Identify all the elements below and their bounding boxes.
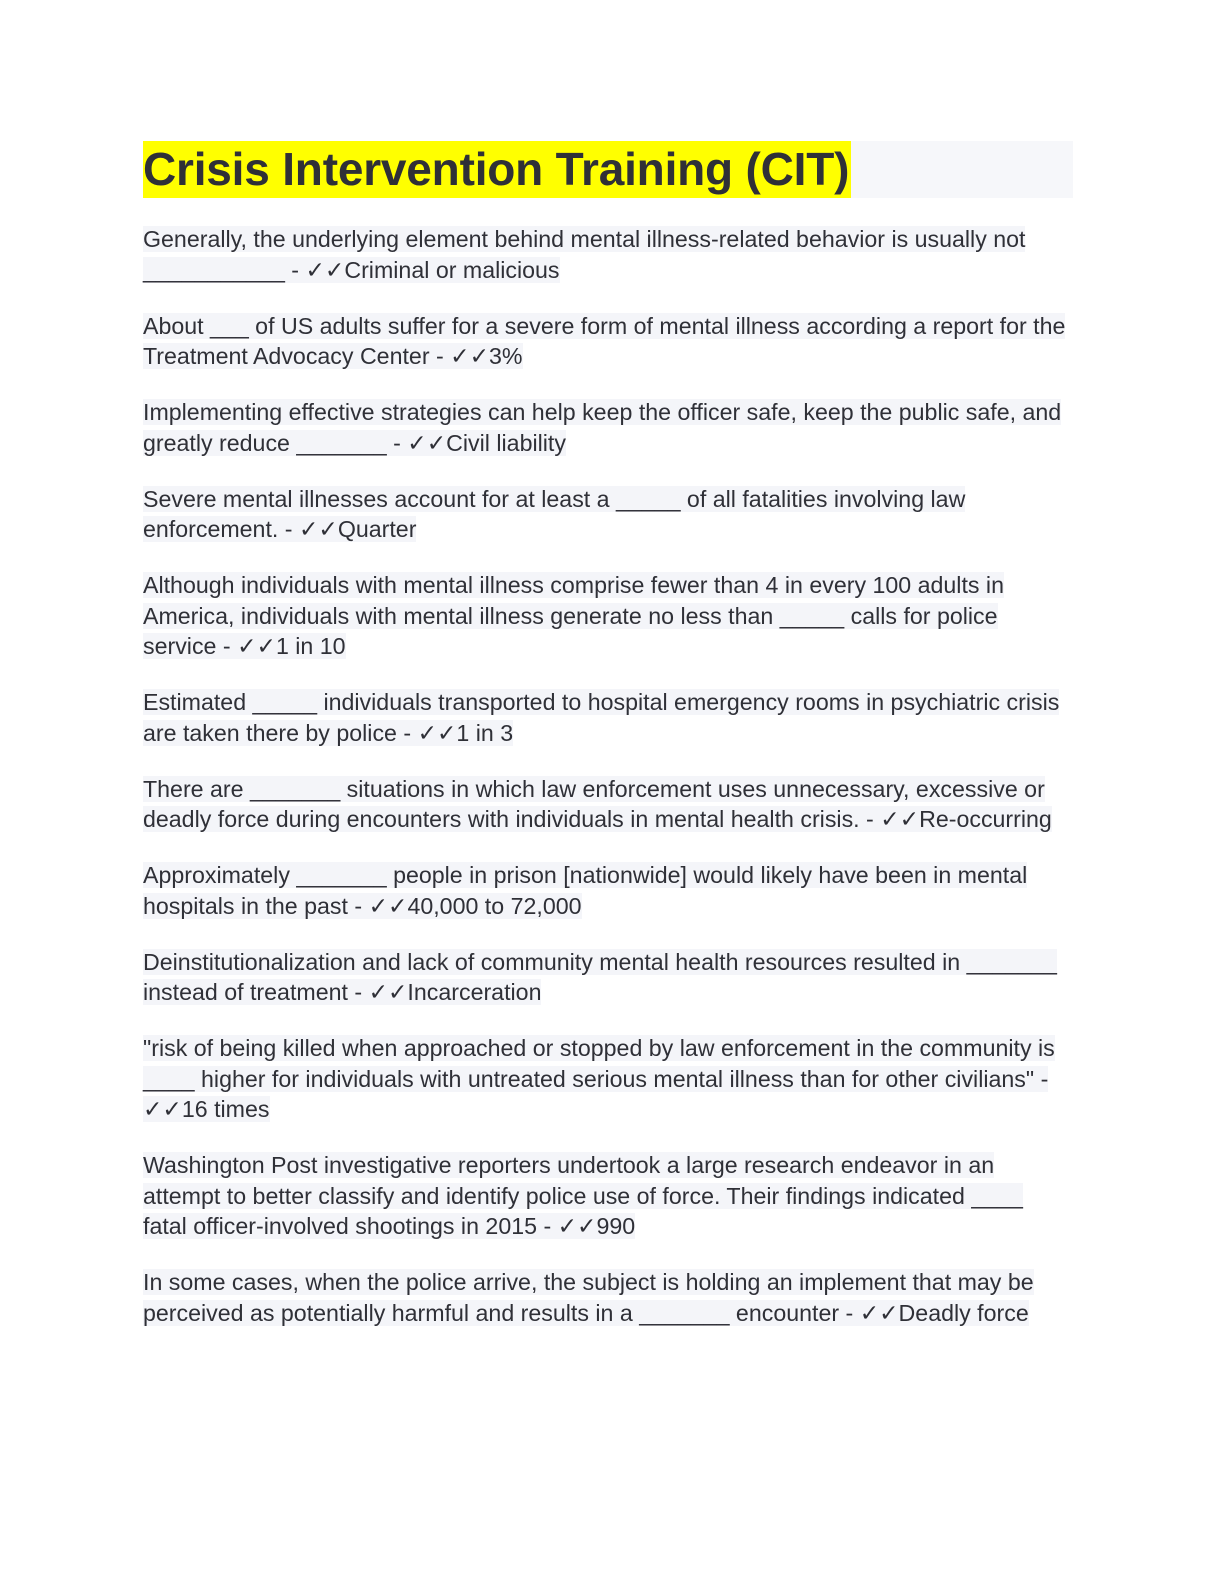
qa-question: Severe mental illnesses account for at least a _____ of all fatalities involving law enforcement. - xyxy=(143,485,966,542)
qa-item xyxy=(143,1033,1073,1125)
check-icon: ✓✓ xyxy=(407,429,447,456)
qa-item xyxy=(143,947,1073,1008)
qa-question: "risk of being killed when approached or stopped by law enforcement in the community is ____ higher for individuals with untreated serious mental illness than for other civilians" - xyxy=(143,1035,1055,1092)
qa-question: Deinstitutionalization and lack of community mental health resources resulted in _______ instead of treatment - xyxy=(143,948,1057,1005)
check-icon: ✓✓ xyxy=(557,1213,597,1239)
qa-question: Approximately _______ people in prison [nationwide] would likely have been in mental hospitals in the past - xyxy=(143,862,1028,919)
qa-item xyxy=(143,1267,1073,1328)
qa-item xyxy=(143,570,1073,662)
qa-item xyxy=(143,774,1073,835)
qa-question: Washington Post investigative reporters undertook a large research endeavor in an attempt to better classify and identify police use of force. Their findings indicated ____ fatal officer-involved shootings in 2015 - xyxy=(143,1152,1023,1239)
qa-item xyxy=(143,224,1073,285)
check-icon: ✓✓ xyxy=(143,1096,182,1122)
check-icon: ✓✓ xyxy=(298,516,338,542)
qa-answer: 16 times xyxy=(181,1096,270,1122)
qa-answer: Quarter xyxy=(337,516,417,542)
qa-list xyxy=(143,224,1073,1328)
qa-answer: Criminal or malicious xyxy=(344,256,560,283)
check-icon: ✓✓ xyxy=(450,343,490,369)
qa-answer: 990 xyxy=(596,1213,636,1239)
check-icon: ✓✓ xyxy=(368,892,408,919)
check-icon: ✓✓ xyxy=(859,1299,899,1326)
check-icon: ✓✓ xyxy=(305,256,345,283)
qa-item xyxy=(143,687,1073,748)
page-title: Crisis Intervention Training (CIT) xyxy=(143,141,851,198)
title-bar xyxy=(143,141,1073,198)
qa-item xyxy=(143,484,1073,545)
check-icon: ✓✓ xyxy=(368,979,408,1005)
qa-question: About ___ of US adults suffer for a severe form of mental illness according a report for the Treatment Advocacy Center - xyxy=(143,312,1066,369)
check-icon: ✓✓ xyxy=(880,806,920,832)
qa-answer: 1 in 10 xyxy=(275,633,346,659)
qa-answer: 40,000 to 72,000 xyxy=(407,892,582,919)
qa-item xyxy=(143,397,1073,458)
qa-answer: 1 in 3 xyxy=(456,719,514,746)
qa-answer: Deadly force xyxy=(898,1299,1029,1326)
qa-question: There are _______ situations in which law enforcement uses unnecessary, excessive or deadly force during encounters with individuals in mental health crisis. - xyxy=(143,775,1045,832)
qa-question: Generally, the underlying element behind mental illness-related behavior is usually not ___________ - xyxy=(143,226,1026,283)
check-icon: ✓✓ xyxy=(237,633,276,659)
qa-answer: 3% xyxy=(489,343,523,369)
check-icon: ✓✓ xyxy=(417,719,457,746)
qa-answer: Re-occurring xyxy=(919,806,1052,832)
qa-answer: Incarceration xyxy=(407,979,542,1005)
qa-question: Implementing effective strategies can help keep the officer safe, keep the public safe, and greatly reduce _______ - xyxy=(143,399,1062,456)
qa-item xyxy=(143,860,1073,921)
qa-question: Estimated _____ individuals transported to hospital emergency rooms in psychiatric crisis are taken there by police - xyxy=(143,689,1060,746)
document-page xyxy=(143,141,1073,1354)
qa-question: In some cases, when the police arrive, the subject is holding an implement that may be perceived as potentially harmful and results in a _______ encounter - xyxy=(143,1269,1034,1326)
qa-item xyxy=(143,1150,1073,1242)
qa-question: Although individuals with mental illness comprise fewer than 4 in every 100 adults in America, individuals with mental illness generate no less than _____ calls for police service - xyxy=(143,572,1004,659)
qa-item xyxy=(143,311,1073,372)
qa-answer: Civil liability xyxy=(446,429,566,456)
